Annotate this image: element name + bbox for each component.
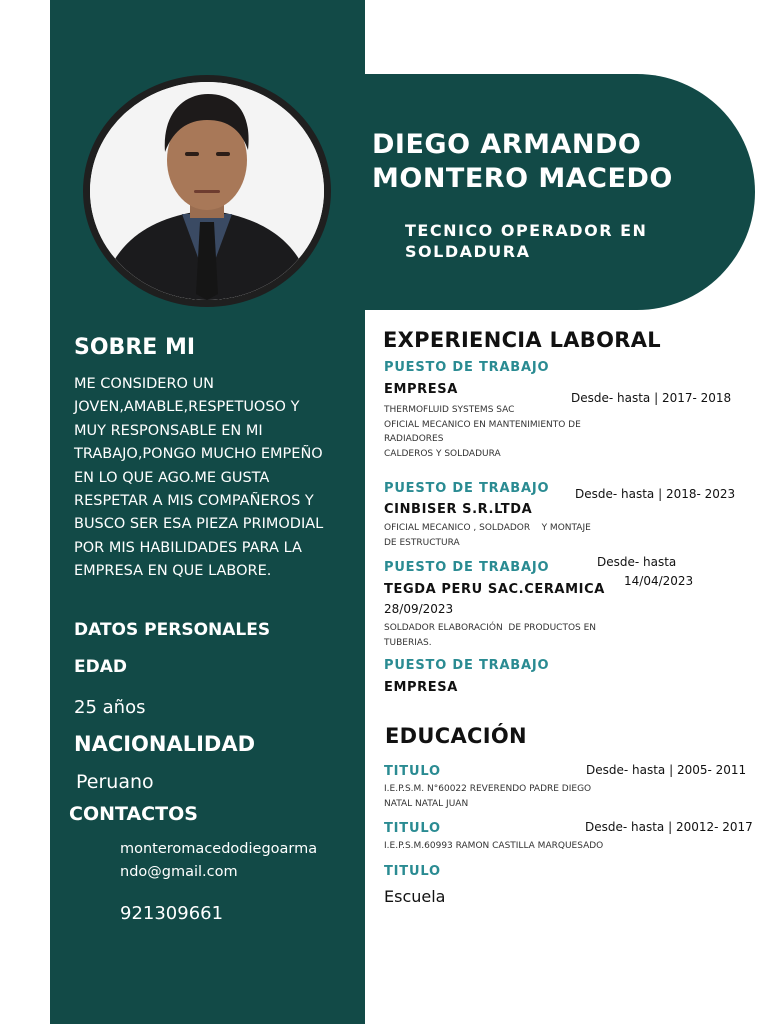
education-3-title: TITULO [384, 864, 441, 879]
age-label: EDAD [74, 657, 127, 677]
job-1-company: EMPRESA [384, 382, 458, 397]
full-name [372, 128, 673, 196]
job-3-details [384, 621, 596, 650]
job-4-company: EMPRESA [384, 680, 458, 695]
job-2-position: PUESTO DE TRABAJO [384, 481, 550, 496]
job-2-detail-line: OFICIAL MECANICO , SOLDADOR Y MONTAJE [384, 523, 591, 533]
job-3-company: TEGDA PERU SAC.CERAMICA [384, 582, 605, 597]
name-line-2: MONTERO MACEDO [372, 163, 673, 194]
email-line-1: monteromacedodiegoarma [120, 841, 318, 857]
personal-data-heading: DATOS PERSONALES [74, 620, 271, 640]
job-2-details [384, 521, 591, 550]
experience-heading: EXPERIENCIA LABORAL [383, 328, 661, 352]
job-1-detail-line: RADIADORES [384, 434, 444, 444]
education-1-title: TITULO [384, 764, 441, 779]
contacts-heading: CONTACTOS [69, 803, 198, 825]
education-1-detail-line: NATAL NATAL JUAN [384, 798, 469, 809]
job-title [405, 220, 647, 262]
job-title-line-1: TECNICO OPERADOR EN [405, 221, 648, 240]
profile-photo [90, 82, 324, 300]
education-2-details [384, 839, 603, 854]
job-title-line-2: SOLDADURA [405, 242, 531, 261]
job-3-detail-line: TUBERIAS. [384, 637, 432, 648]
job-3-start-date: 28/09/2023 [384, 602, 454, 616]
email-address[interactable] [120, 838, 317, 884]
nationality-label: NACIONALIDAD [74, 732, 256, 756]
job-1-details [384, 403, 581, 461]
email-line-2: ndo@gmail.com [120, 864, 238, 880]
nationality-value: Peruano [76, 771, 154, 793]
job-4-position: PUESTO DE TRABAJO [384, 658, 550, 673]
age-value: 25 años [74, 697, 146, 718]
job-3-position: PUESTO DE TRABAJO [384, 560, 550, 575]
job-1-dates: Desde- hasta | 2017- 2018 [571, 391, 732, 405]
job-2-company: CINBISER S.R.LTDA [384, 502, 533, 517]
job-3-end-date: 14/04/2023 [624, 574, 694, 588]
education-1-details [384, 782, 591, 811]
name-line-1: DIEGO ARMANDO [372, 129, 642, 160]
job-1-detail-line: OFICIAL MECANICO EN MANTENIMIENTO DE [384, 419, 581, 430]
education-1-detail-line: I.E.P.S.M. N°60022 REVERENDO PADRE DIEGO [384, 784, 592, 794]
job-1-detail-line: THERMOFLUID SYSTEMS SAC [384, 405, 515, 415]
job-1-detail-line: CALDEROS Y SOLDADURA [384, 448, 501, 459]
job-3-detail-line: SOLDADOR ELABORACIÓN DE PRODUCTOS EN [384, 623, 597, 633]
about-heading: SOBRE MI [74, 335, 196, 360]
education-2-detail-line: I.E.P.S.M.60993 RAMON CASTILLA MARQUESADO [384, 841, 604, 851]
job-2-detail-line: DE ESTRUCTURA [384, 537, 460, 548]
job-2-dates: Desde- hasta | 2018- 2023 [575, 487, 736, 501]
education-2-dates: Desde- hasta | 20012- 2017 [585, 820, 753, 834]
job-1-position: PUESTO DE TRABAJO [384, 360, 550, 375]
education-1-dates: Desde- hasta | 2005- 2011 [586, 763, 747, 777]
person-portrait-icon [90, 82, 324, 300]
education-heading: EDUCACIÓN [385, 724, 527, 748]
education-3-school: Escuela [384, 887, 446, 906]
phone-number[interactable]: 921309661 [120, 903, 224, 924]
education-2-title: TITULO [384, 821, 441, 836]
job-3-dates-label: Desde- hasta [597, 555, 677, 569]
about-text: ME CONSIDERO UN JOVEN,AMABLE,RESPETUOSO Y MUY RESPONSABLE EN MI TRABAJO,PONGO MUCHO EMPEÑO EN LO QUE AGO.ME GUSTA RESPETAR A MIS COMPAÑEROS Y BUSCO SER ESA PIEZA PRIMODIAL POR MIS HABILIDADES PARA LA EMPRESA EN QUE LABORE. [74, 376, 324, 580]
